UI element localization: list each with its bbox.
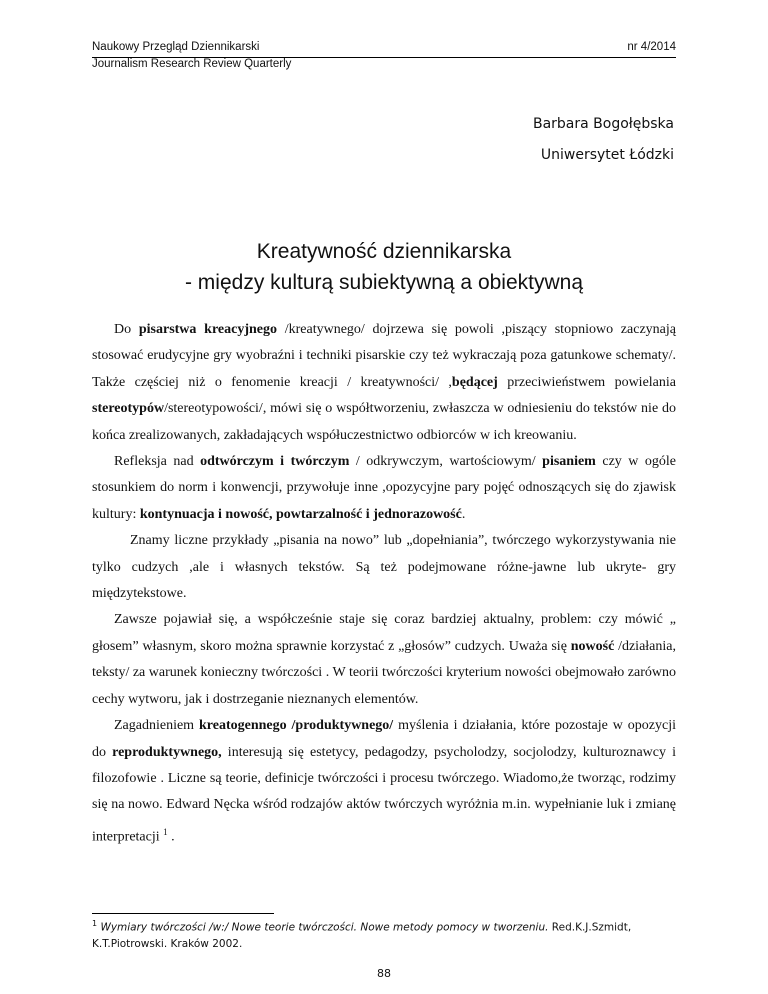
author-block (533, 114, 674, 165)
journal-title-pl: Naukowy Przegląd Dziennikarski (92, 41, 260, 53)
author-affiliation: Uniwersytet Łódzki (540, 147, 674, 163)
running-header (92, 40, 676, 72)
title-line-2: - między kulturą subiektywną a obiektywną (184, 271, 583, 294)
footnote-marker: 1 (92, 919, 98, 928)
footnote-title: Wymiary twórczości /w:/ Nowe teorie twórczości. Nowe metody pomocy w tworzeniu. (100, 921, 549, 934)
footnote-details: Red.K.J.Szmidt, K.T.Piotrowski. Kraków 2002. (92, 921, 632, 950)
paragraph-5: Zagadnieniem kreatogennego /produktywnego/ myślenia i działania, które pozostaje w opozycji do reproduktywnego, interesują się estetycy, pedagodzy, psycholodzy, socjolodzy, kulturoznawcy i filozofowie . Liczne są teorie, definicje twórczości i procesu twórczego. Wiadomo,że tworząc, rodzimy się na nowo. Edward Nęcka wśród rodzajów aktów twórczych wyróżnia m.in. wypełnianie luk i zmianę interpretacji $^1$ . (92, 718, 677, 845)
issue-number: nr 4/2014 (627, 41, 676, 53)
paragraph-3: Znamy liczne przykłady „pisania na nowo” lub „dopełniania”, twórczego wykorzystywania nie tylko cudzych ,ale i własnych tekstów. Są też podejmowane różne-jawne lub ukryte- gry międzytekstowe. (92, 533, 676, 602)
paragraph-4: Zawsze pojawiał się, a współcześnie staje się coraz bardziej aktualny, problem: czy mówić „ głosem” własnym, skoro można sprawnie korzystać z „głosów” cudzych. Uważa się nowość /działania, teksty/ za warunek konieczny twórczości . W teorii twórczości kryterium nowości obejmowało zarówno cechy wytworu, jak i dostrzeganie nieznanych elementów. (92, 612, 676, 707)
paragraph-1: Do pisarstwa kreacyjnego /kreatywnego/ dojrzewa się powoli ,piszący stopniowo zaczynają stosować erudycyjne gry wyobraźni i techniki pisarskie czy też wykraczają poza gatunkowe schematy/. Także częściej niż o fenomenie kreacji / kreatywności/ ,będącej przeciwieństwem powielania stereotypów/stereotypowości/, mówi się o współtworzeniu, zwłaszcza w odniesieniu do tekstów nie do końca zrealizowanych, zakładających współuczestnictwo odbiorców w ich kreowaniu. (92, 322, 676, 443)
paragraph-2: Refleksja nad odtwórczym i twórczym / odkrywczym, wartościowym/ pisaniem czy w ogóle stosunkiem do norm i konwencji, przywołuje inne ,opozycyjne pary pojęć odnoszących się do zjawisk kultury: kontynuacja i nowość, powtarzalność i jednorazowość. (92, 454, 676, 522)
footnote-reference[interactable]: 1 (163, 826, 168, 837)
article-title (0, 236, 768, 298)
page-number: 88 (377, 967, 391, 980)
journal-title-en: Journalism Research Review Quarterly (92, 58, 292, 70)
footnote-rule (92, 913, 274, 914)
article-body (92, 317, 676, 851)
header-rule (92, 57, 676, 58)
title-line-1: Kreatywność dziennikarska (256, 240, 512, 263)
author-name: Barbara Bogołębska (532, 116, 674, 132)
footnote (92, 916, 676, 952)
